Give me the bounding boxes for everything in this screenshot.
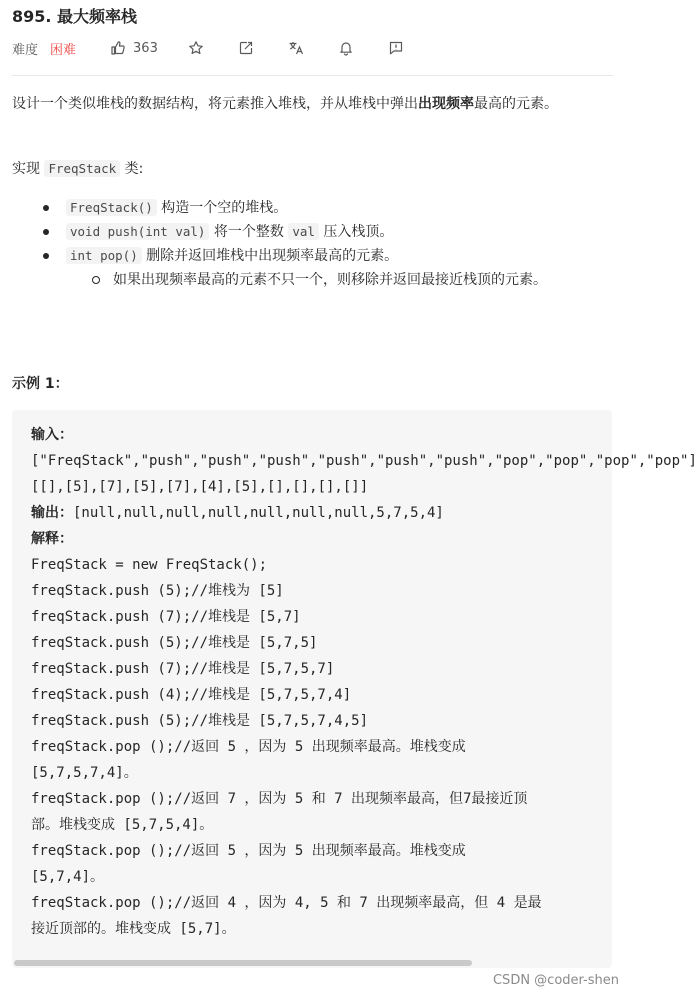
favorite-button[interactable] bbox=[188, 40, 204, 56]
watermark: CSDN @coder-shen bbox=[492, 973, 619, 988]
code-line: 接近顶部的。堆栈变成 [5,7]。 bbox=[31, 921, 236, 937]
code-line: freqStack.push (7);//堆栈是 [5,7] bbox=[31, 609, 301, 625]
translate-button[interactable] bbox=[288, 40, 304, 56]
difficulty-label: 难度 bbox=[12, 42, 39, 58]
code-line: freqStack.push (5);//堆栈为 [5] bbox=[31, 583, 284, 599]
translate-icon bbox=[288, 40, 304, 56]
list-item bbox=[12, 244, 612, 268]
code-line: freqStack.push (5);//堆栈是 [5,7,5,7,4,5] bbox=[31, 713, 369, 729]
output-label: 输出： bbox=[31, 505, 73, 521]
example-code-content bbox=[31, 422, 697, 942]
class-name-code: FreqStack bbox=[44, 160, 120, 177]
difficulty-badge: 困难 bbox=[50, 42, 77, 58]
input-label: 输入： bbox=[31, 427, 73, 443]
sub-item-text: 如果出现频率最高的元素不只一个，则移除并返回最接近栈顶的元素。 bbox=[113, 272, 547, 288]
intro-bold-text: 出现频率 bbox=[418, 96, 474, 112]
method-code: int pop() bbox=[66, 247, 142, 264]
intro-text: 设计一个类似堆栈的数据结构，将元素推入堆栈，并从堆栈中弹出 bbox=[12, 96, 418, 112]
method-code: FreqStack() bbox=[66, 199, 157, 216]
explain-label: 解释： bbox=[31, 531, 73, 547]
like-count: 363 bbox=[133, 40, 158, 56]
problem-title: 895. 最大频率栈 bbox=[12, 7, 138, 26]
problem-meta-bar bbox=[12, 38, 404, 58]
circle-bullet-icon bbox=[92, 276, 100, 284]
intro-text-end: 最高的元素。 bbox=[474, 96, 558, 112]
bullet-icon bbox=[43, 229, 49, 235]
sub-list-item bbox=[12, 268, 593, 292]
horizontal-scrollbar[interactable] bbox=[14, 960, 472, 966]
thumbs-up-icon bbox=[110, 40, 126, 56]
method-desc-end: 压入栈顶。 bbox=[318, 224, 394, 240]
notify-button[interactable] bbox=[338, 40, 354, 56]
input-line-1: ["FreqStack","push","push","push","push","push","push","pop","pop","pop","pop"] bbox=[31, 453, 697, 469]
code-line: FreqStack = new FreqStack(); bbox=[31, 557, 268, 573]
method-code: void push(int val) bbox=[66, 223, 209, 240]
method-desc: 将一个整数 bbox=[209, 224, 289, 240]
code-line: freqStack.pop ();//返回 5 ，因为 5 出现频率最高。堆栈变成 bbox=[31, 739, 466, 755]
implement-suffix: 类: bbox=[120, 161, 144, 177]
feedback-button[interactable] bbox=[388, 40, 404, 56]
method-desc: 构造一个空的堆栈。 bbox=[156, 200, 288, 216]
header-divider bbox=[12, 75, 613, 76]
implement-line bbox=[12, 157, 143, 181]
list-item bbox=[12, 196, 612, 220]
share-button[interactable] bbox=[238, 40, 254, 56]
code-line: freqStack.push (5);//堆栈是 [5,7,5] bbox=[31, 635, 318, 651]
implement-prefix: 实现 bbox=[12, 161, 45, 177]
bullet-icon bbox=[43, 205, 49, 211]
description-intro bbox=[12, 92, 612, 116]
example-title: 示例 1： bbox=[12, 376, 69, 392]
output-value: [null,null,null,null,null,null,null,5,7,5,4] bbox=[73, 505, 444, 521]
star-icon bbox=[188, 40, 204, 56]
code-line: 部。堆栈变成 [5,7,5,4]。 bbox=[31, 817, 214, 833]
param-code: val bbox=[288, 223, 319, 240]
code-line: [5,7,4]。 bbox=[31, 869, 105, 885]
code-line: freqStack.pop ();//返回 4 ，因为 4, 5 和 7 出现频率最高，但 4 是最 bbox=[31, 895, 542, 911]
like-button[interactable] bbox=[110, 40, 158, 56]
bullet-icon bbox=[43, 253, 49, 259]
code-line: freqStack.push (7);//堆栈是 [5,7,5,7] bbox=[31, 661, 335, 677]
share-icon bbox=[238, 40, 254, 56]
method-desc: 删除并返回堆栈中出现频率最高的元素。 bbox=[141, 248, 399, 264]
bell-icon bbox=[338, 40, 354, 56]
code-line: freqStack.pop ();//返回 7 ，因为 5 和 7 出现频率最高，但7最接近顶 bbox=[31, 791, 528, 807]
example-code-block[interactable] bbox=[12, 410, 697, 968]
feedback-icon bbox=[388, 40, 404, 56]
code-line: freqStack.push (4);//堆栈是 [5,7,5,7,4] bbox=[31, 687, 352, 703]
list-item bbox=[12, 220, 612, 244]
input-line-2: [[],[5],[7],[5],[7],[4],[5],[],[],[],[]] bbox=[31, 479, 369, 495]
code-line: [5,7,5,7,4]。 bbox=[31, 765, 138, 781]
code-line: freqStack.pop ();//返回 5 ，因为 5 出现频率最高。堆栈变成 bbox=[31, 843, 466, 859]
method-list bbox=[12, 196, 612, 292]
